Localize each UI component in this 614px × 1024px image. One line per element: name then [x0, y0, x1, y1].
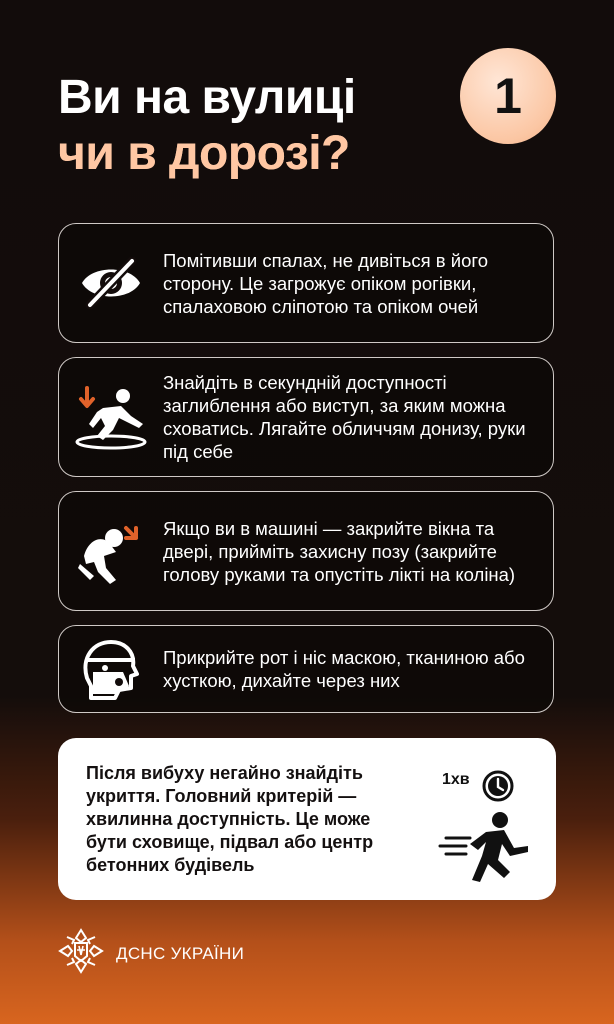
- person-taking-cover-icon: [59, 384, 163, 450]
- title-line-2: чи в дорозі?: [58, 126, 356, 182]
- page-title: [58, 70, 356, 182]
- eye-crossed-icon: [59, 257, 163, 309]
- tip-text-3: Якщо ви в машині — закрийте вікна та двері, прийміть захисну позу (закрийте голову руками та опустіть лікті на коліна): [163, 517, 516, 585]
- dsns-emblem-icon: [58, 928, 104, 979]
- tip-text-2: Знайдіть в секундній доступності заглиблення або виступ, за яким можна сховатись. Лягайте обличчям донизу, руки під себе: [163, 372, 526, 462]
- tip-card-3: [58, 491, 554, 611]
- shelter-info-panel: [58, 738, 556, 900]
- shelter-text: Після вибуху негайно знайдіть укриття. Головний критерій — хвилинна доступність. Це може бути сховище, підвал або центр бетонних будівель: [86, 762, 374, 875]
- timer-label: 1хв: [442, 771, 470, 788]
- org-name: ДСНС УКРАЇНИ: [116, 943, 245, 963]
- tip-card-1: [58, 223, 554, 343]
- tip-card-4: [58, 625, 554, 713]
- title-line-1: Ви на вулиці: [58, 71, 356, 124]
- tip-text-1: Помітивши спалах, не дивіться в його сторону. Це загрожує опіком рогівки, спалаховою сліпотою та опіком очей: [163, 249, 488, 317]
- step-number-badge: 1: [460, 48, 556, 144]
- face-mask-icon: [59, 638, 163, 700]
- tip-card-2: [58, 357, 554, 477]
- running-person-timer-icon: [436, 752, 546, 888]
- brace-position-icon: [59, 516, 163, 586]
- tip-text-4: Прикрийте рот і ніс маскою, тканиною або хусткою, дихайте через них: [163, 647, 525, 691]
- footer: [58, 928, 244, 979]
